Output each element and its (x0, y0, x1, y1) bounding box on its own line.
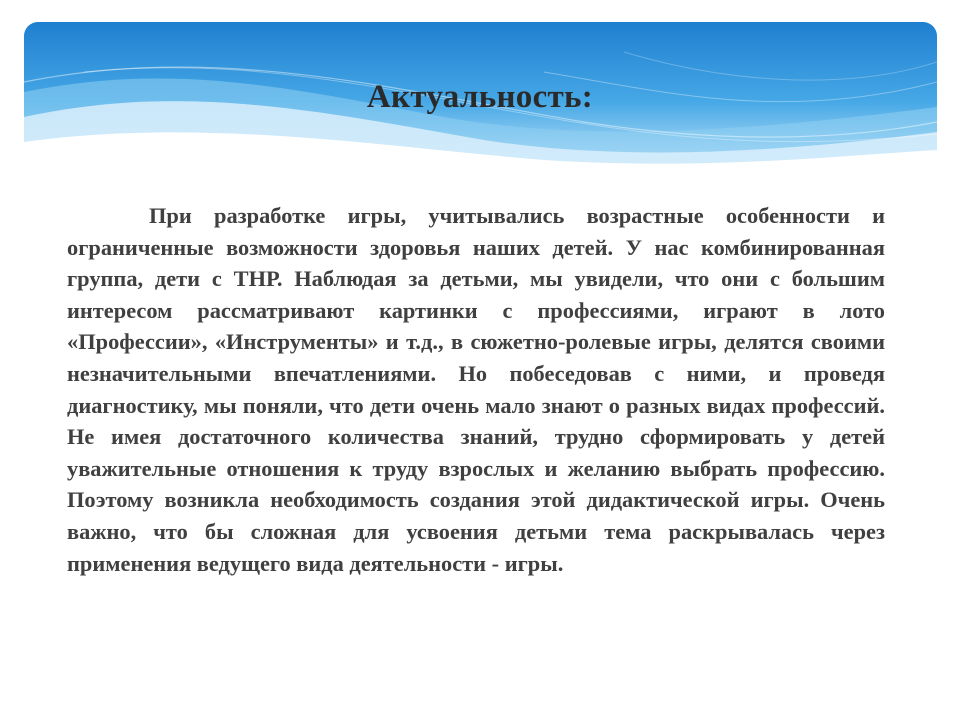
slide-title: Актуальность: (366, 79, 594, 115)
slide-body-paragraph: При разработке игры, учитывались возрастные особенности и ограниченные возможности здоровья наших детей. У нас комбинированная группа, дети с ТНР. Наблюдая за детьми, мы увидели, что они с большим интересом рассматривают картинки с профессиями, играют в лото «Профессии», «Инструменты» и т.д., в сюжетно-ролевые игры, делятся своими незначительными впечатлениями. Но побеседовав с ними, и проведя диагностику, мы поняли, что дети очень мало знают о разных видах профессий. Не имея достаточного количества знаний, трудно сформировать у детей уважительные отношения к труду взрослых и желанию выбрать профессию. Поэтому возникла необходимость создания этой дидактической игры. Очень важно, что бы сложная для усвоения детьми тема раскрывалась через применения ведущего вида деятельности - игры. (67, 203, 885, 576)
